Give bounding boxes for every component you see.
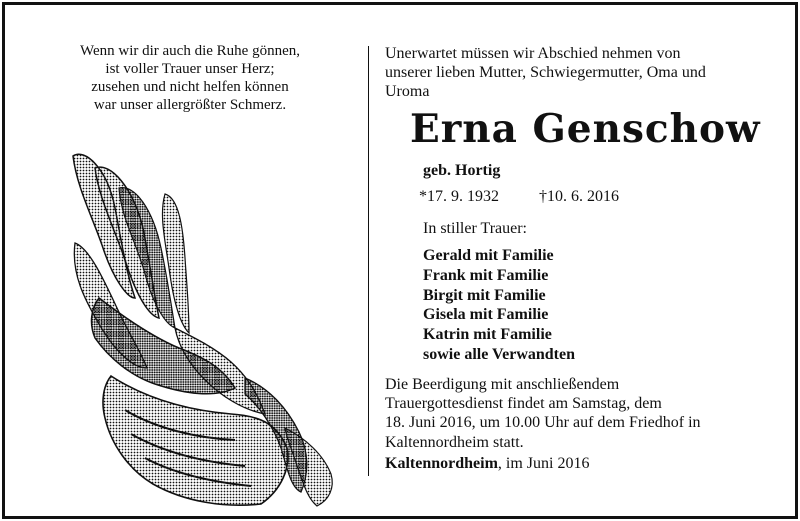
praying-hands-illustration [55,148,355,510]
death-date: †10. 6. 2016 [539,188,619,205]
poem-line: zusehen und nicht helfen können [91,79,289,95]
funeral-line: Kaltennordheim statt. [385,433,524,451]
intro-line: Unerwartet müssen wir Abschied nehmen von [385,45,681,62]
place-date [385,455,589,473]
mourner: sowie alle Verwandten [423,345,575,363]
mourning-heading: In stiller Trauer: [423,220,527,237]
mourner: Birgit mit Familie [423,286,546,304]
place-name: Kaltennordheim [385,455,498,472]
funeral-line: Die Beerdigung mit anschließendem [385,376,620,393]
mourner: Katrin mit Familie [423,326,552,344]
poem-line: war unser allergrößter Schmerz. [93,97,287,113]
poem-line: Wenn wir dir auch die Ruhe gönnen, [80,43,300,59]
column-divider [368,46,369,476]
funeral-line: 18. Juni 2016, um 10.00 Uhr auf dem Friedhof in [385,414,701,432]
poem [40,42,340,114]
place-date-text: , im Juni 2016 [497,455,590,472]
intro-line: Uroma [385,83,430,100]
funeral-info [385,375,701,452]
intro-line: unserer lieben Mutter, Schwiegermutter, Oma und [385,64,706,81]
deceased-name: Erna Genschow [410,106,761,152]
mourners-list [423,246,575,365]
life-dates [419,188,619,206]
intro-text [385,44,785,101]
funeral-line: Trauergottesdienst findet am Samstag, dem [385,395,662,413]
birth-date: *17. 9. 1932 [419,188,499,205]
mourner: Gerald mit Familie [423,247,554,264]
mourner: Frank mit Familie [423,266,549,284]
poem-line: ist voller Trauer unser Herz; [105,61,275,77]
birth-name: geb. Hortig [423,162,501,179]
mourner: Gisela mit Familie [423,306,549,324]
